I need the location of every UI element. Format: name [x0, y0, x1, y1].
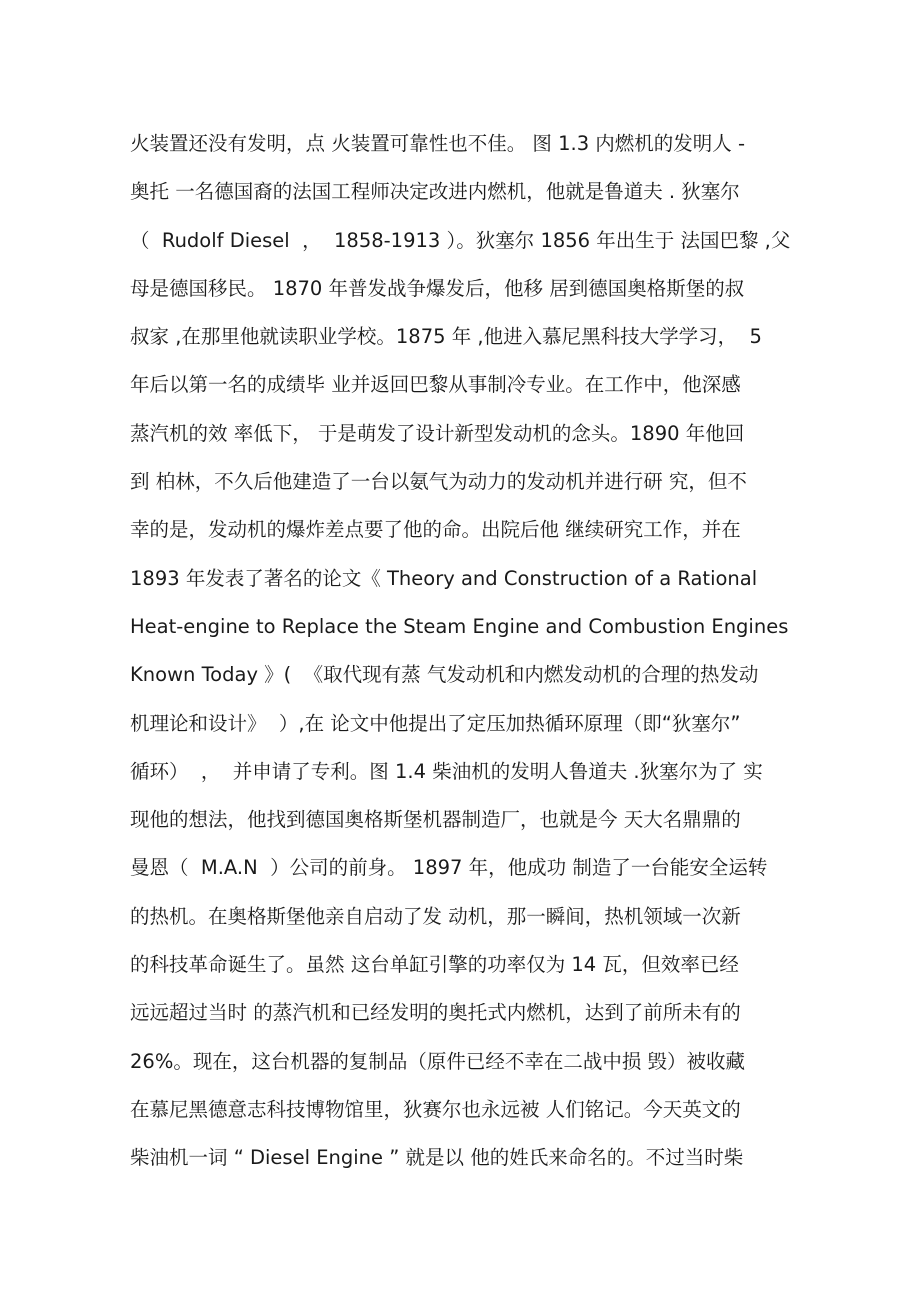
text-line: 远远超过当时 的蒸汽机和已经发明的奥托式内燃机，达到了前所未有的 [130, 1001, 741, 1025]
text-line: 年后以第一名的成绩毕 业并返回巴黎从事制冷专业。在工作中，他深感 [130, 373, 741, 397]
text-line: 1893 年发表了著名的论文《 Theory and Construction of a Rational [130, 566, 758, 590]
text-line: 母是德国移民。 1870 年普发战争爆发后，他移 居到德国奥格斯堡的叔 [130, 276, 745, 300]
text-line: 的科技革命诞生了。虽然 这台单缸引擎的功率仅为 14 瓦，但效率已经 [130, 953, 739, 977]
text-line: 到 柏林，不久后他建造了一台以氨气为动力的发动机并进行研 究，但不 [130, 470, 747, 494]
text-line: （ Rudolf Diesel ， 1858-1913 ）。狄塞尔 1856 年出生于 法国巴黎 ,父 [130, 228, 791, 252]
text-line: Heat-engine to Replace the Steam Engine and Combustion Engines [130, 614, 789, 638]
text-line: 循环） ， 并申请了专利。图 1.4 柴油机的发明人鲁道夫 .狄塞尔为了 实 [130, 759, 763, 783]
text-line: 幸的是，发动机的爆炸差点要了他的命。出院后他 继续研究工作，并在 [130, 518, 741, 542]
text-line: Known Today 》( 《取代现有蒸 气发动机和内燃发动机的合理的热发动 [130, 663, 759, 687]
text-line: 柴油机一词 “ Diesel Engine ” 就是以 他的姓氏来命名的。不过当时柴 [130, 1146, 744, 1170]
text-line: 机理论和设计》 ）,在 论文中他提出了定压加热循环原理（即“狄塞尔” [130, 711, 741, 735]
text-line: 的热机。在奥格斯堡他亲自启动了发 动机，那一瞬间，热机领域一次新 [130, 904, 741, 928]
text-line: 曼恩（ M.A.N ）公司的前身。 1897 年，他成功 制造了一台能安全运转 [130, 856, 768, 880]
text-line: 蒸汽机的效 率低下， 于是萌发了设计新型发动机的念头。1890 年他回 [130, 421, 745, 445]
text-line: 26%。现在，这台机器的复制品（原件已经不幸在二战中损 毁）被收藏 [130, 1049, 746, 1073]
text-line: 火装置还没有发明，点 火装置可靠性也不佳。 图 1.3 内燃机的发明人 - [130, 132, 746, 155]
text-line: 现他的想法，他找到德国奥格斯堡机器制造厂，也就是今 天大名鼎鼎的 [130, 808, 741, 832]
body-text [130, 120, 810, 1183]
text-line: 奥托 一名德国裔的法国工程师决定改进内燃机，他就是鲁道夫 . 狄塞尔 [130, 180, 740, 204]
text-line: 在慕尼黑德意志科技博物馆里，狄赛尔也永远被 人们铭记。今天英文的 [130, 1097, 741, 1121]
text-line: 叔家 ,在那里他就读职业学校。1875 年 ,他进入慕尼黑科技大学学习， 5 [130, 325, 762, 349]
